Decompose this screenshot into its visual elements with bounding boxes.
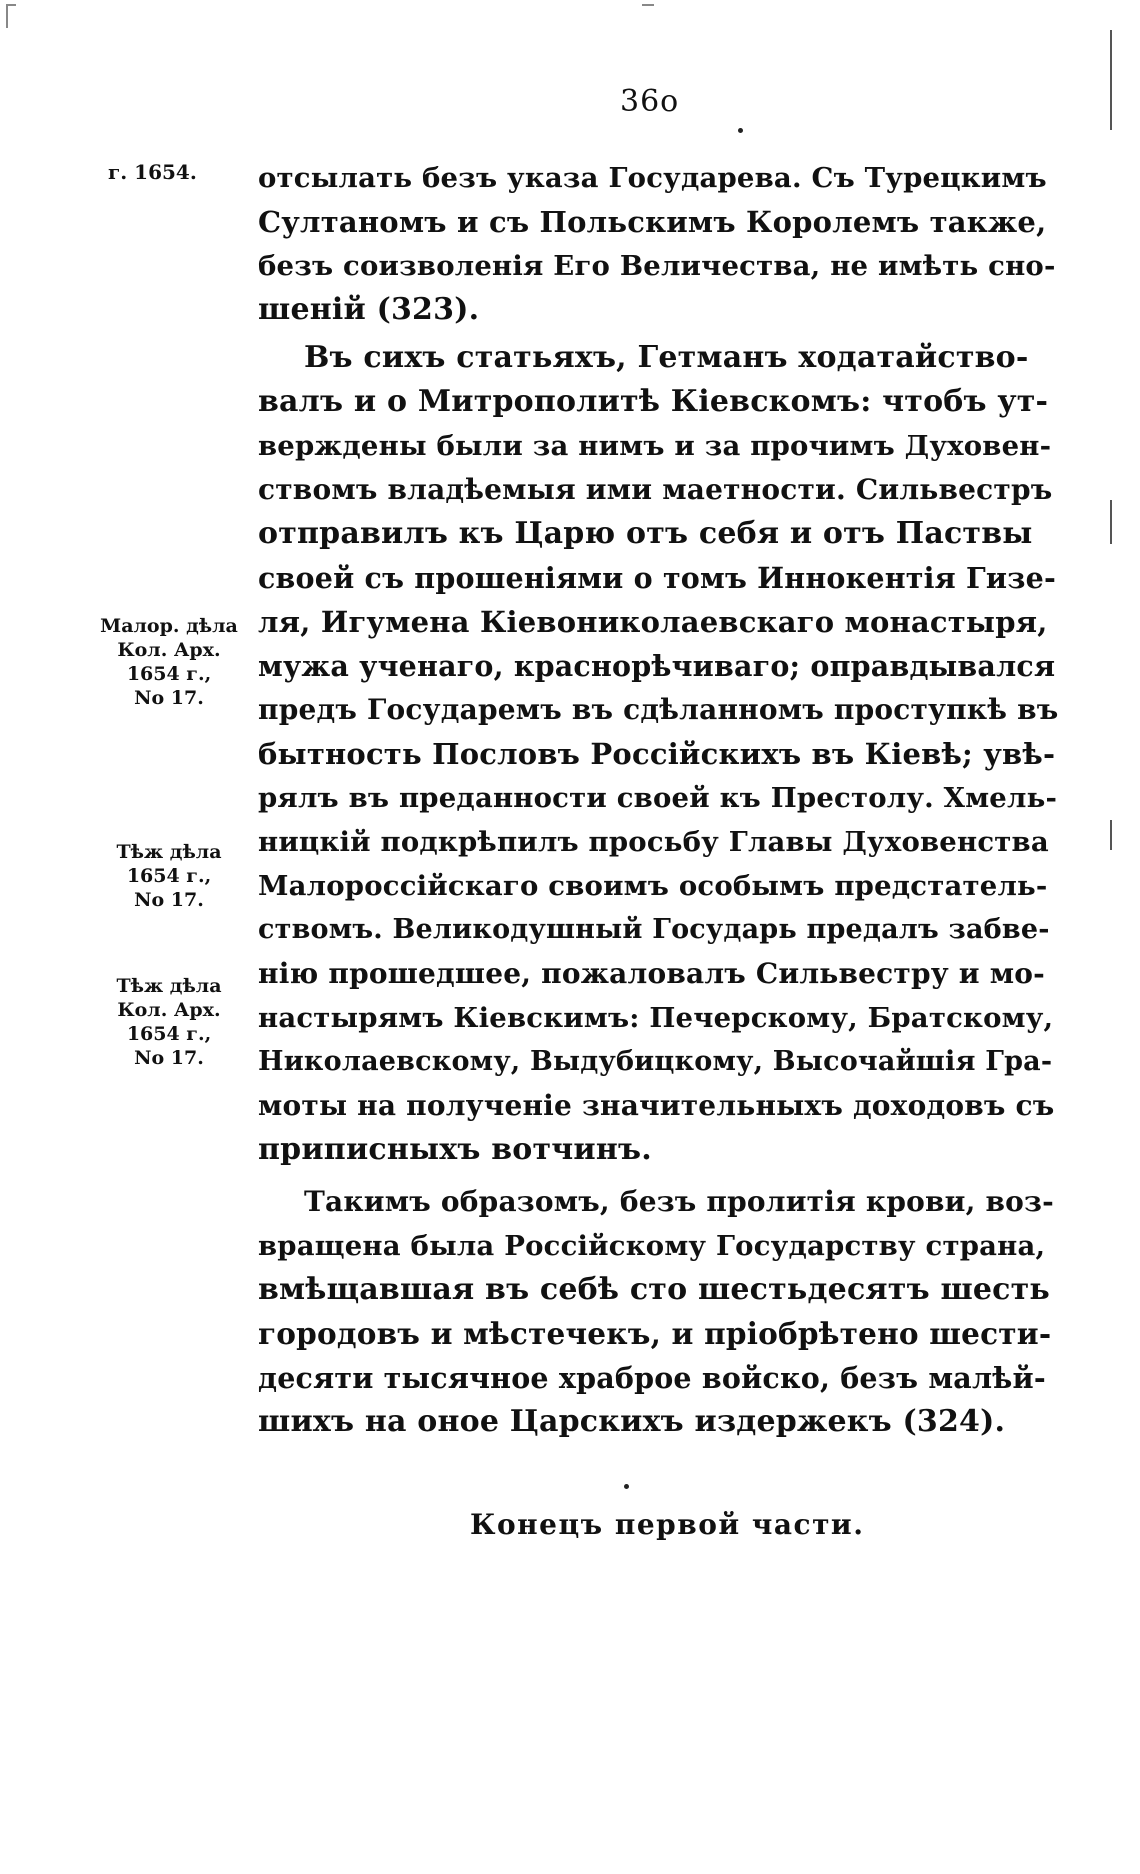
page-edge-mark <box>1110 820 1112 850</box>
page-edge-mark <box>1110 500 1112 544</box>
body-line: шихъ на оное Царскихъ издержекъ (324). <box>258 1404 1006 1439</box>
margin-note-line: Кол. Арх. <box>117 999 221 1021</box>
margin-note-line: No 17. <box>134 889 204 911</box>
body-line: ля, Игумена Кіевониколаевскаго монастыря, <box>258 605 1048 639</box>
body-line: валъ и о Митрополитѣ Кіевскомъ: чтобъ ут- <box>258 384 1049 419</box>
body-line: вмѣщавшая въ себѣ сто шестьдесятъ шесть <box>258 1272 1050 1307</box>
margin-note-line: Малор. дѣла <box>100 615 238 637</box>
body-line: приписныхъ вотчинъ. <box>258 1132 652 1167</box>
margin-note-1 <box>84 614 254 710</box>
page-number: 36o <box>620 84 680 119</box>
body-line: бытность Пословъ Россійскихъ въ Кіевѣ; увѣ- <box>258 737 1056 771</box>
body-line: предъ Государемъ въ сдѣланномъ проступкѣ въ <box>258 693 1059 726</box>
body-line: моты на полученіе значительныхъ доходовъ съ <box>258 1089 1055 1122</box>
body-line: Николаевскому, Выдубицкому, Высочайшія Гра- <box>258 1046 1053 1077</box>
end-of-part: Конецъ первой части. <box>470 1508 865 1541</box>
margin-note-line: Тѣж дѣла <box>116 841 222 863</box>
body-line: городовъ и мѣстечекъ, и пріобрѣтено шести- <box>258 1316 1052 1351</box>
body-line: ницкій подкрѣпилъ просьбу Главы Духовенства <box>258 826 1049 858</box>
body-line: Въ сихъ статьяхъ, Гетманъ ходатайство- <box>304 340 1029 375</box>
body-line: верждены были за нимъ и за прочимъ Духовен- <box>258 430 1052 462</box>
margin-note-3 <box>84 974 254 1070</box>
margin-note-2 <box>84 840 254 912</box>
body-line: настырямъ Кіевскимъ: Печерскому, Братскому, <box>258 1002 1054 1034</box>
body-line: безъ соизволенія Его Величества, не имѣть сно- <box>258 250 1056 282</box>
body-line: Малороссійскаго своимъ особымъ предстатель- <box>258 870 1048 902</box>
crop-mark <box>6 4 8 28</box>
margin-note-line: No 17. <box>134 1047 204 1069</box>
margin-note-line: Тѣж дѣла <box>116 975 222 997</box>
stray-dot <box>738 128 743 133</box>
body-line: вращена была Россійскому Государству страна, <box>258 1230 1046 1262</box>
body-line: мужа ученаго, краснорѣчиваго; оправдывался <box>258 649 1056 683</box>
body-line: Султаномъ и съ Польскимъ Королемъ также, <box>258 205 1047 239</box>
stray-dot <box>624 1484 629 1489</box>
body-line: рялъ въ преданности своей къ Престолу. Хмель- <box>258 782 1058 814</box>
page-edge-mark <box>1110 30 1112 130</box>
body-line: нію прошедшее, пожаловалъ Сильвестру и мо- <box>258 957 1045 990</box>
margin-note-line: 1654 г., <box>126 1023 212 1045</box>
body-line: своей съ прошеніями о томъ Иннокентія Гизе- <box>258 561 1057 595</box>
margin-year: г. 1654. <box>108 160 197 184</box>
body-line: отправилъ къ Царю отъ себя и отъ Паствы <box>258 516 1033 551</box>
body-line: ствомъ владѣемыя ими маетности. Сильвестръ <box>258 473 1053 506</box>
margin-note-line: 1654 г., <box>126 865 212 887</box>
margin-note-line: Кол. Арх. <box>117 639 221 661</box>
body-line: десяти тысячное храброе войско, безъ малѣй- <box>258 1361 1046 1395</box>
margin-note-line: 1654 г., <box>126 663 212 685</box>
margin-note-line: No 17. <box>134 687 204 709</box>
body-line: отсылать безъ указа Государева. Съ Турецкимъ <box>258 162 1047 194</box>
body-line: ствомъ. Великодушный Государь предалъ забве- <box>258 914 1050 945</box>
body-line: шеній (323). <box>258 292 480 327</box>
crop-mark <box>642 4 654 6</box>
body-line: Такимъ образомъ, безъ пролитія крови, воз- <box>304 1185 1054 1218</box>
